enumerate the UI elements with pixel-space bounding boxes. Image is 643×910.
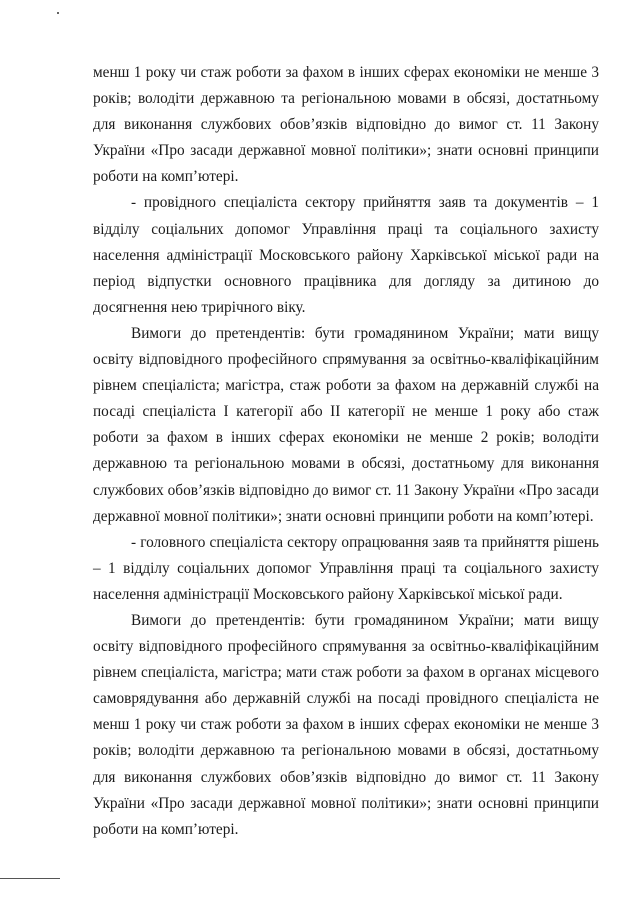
paragraph-requirements-1: Вимоги до претендентів: бути громадянином України; мати вищу освіту відповідного професійного спрямування за освітньо-кваліфікаційним рівнем спеціаліста; магістра, стаж роботи за фахом на державній службі на посаді спеціаліста І категорії або ІІ категорії не менше 1 року або стаж роботи за фахом в інших сферах економіки не менше 2 років; володіти державною та регіональною мовами в обсязі, достатньому для виконання службових обов’язків відповідно до вимог ст. 11 Закону України «Про засади державної мовної політики»; знати основні принципи роботи на комп’ютері. <box>93 324 599 525</box>
document-body <box>93 60 599 843</box>
paragraph-position-lead-specialist: - провідного спеціаліста сектору прийняття заяв та документів – 1 відділу соціальних допомог Управління праці та соціального захисту населення адміністрації Московського району Харківської міської ради на період відпустки основного працівника для догляду за дитиною до досягнення нею трирічного віку. <box>93 194 599 316</box>
scan-edge-line <box>0 878 60 879</box>
paragraph-requirements-2: Вимоги до претендентів: бути громадянином України; мати вищу освіту відповідного професійного спрямування за освітньо-кваліфікаційним рівнем спеціаліста, магістра; мати стаж роботи за фахом в органах місцевого самоврядування або державній службі на посаді провідного спеціаліста не менш 1 року чи стаж роботи за фахом в інших сферах економіки не менше 3 років; володіти державною та регіональною мовами в обсязі, достатньому для виконання службових обов’язків відповідно до вимог ст. 11 Закону України «Про засади державної мовної політики»; знати основні принципи роботи на комп’ютері. <box>93 611 599 838</box>
paragraph-position-chief-specialist: - головного спеціаліста сектору опрацювання заяв та прийняття рішень – 1 відділу соціальних допомог Управління праці та соціального захисту населення адміністрації Московського району Харківської міської ради. <box>93 533 599 603</box>
scan-speck <box>57 12 59 14</box>
paragraph-continuation: менш 1 року чи стаж роботи за фахом в інших сферах економіки не менше 3 років; володіти державною та регіональною мовами в обсязі, достатньому для виконання службових обов’язків відповідно до вимог ст. 11 Закону України «Про засади державної мовної політики»; знати основні принципи роботи на комп’ютері. <box>93 64 599 186</box>
